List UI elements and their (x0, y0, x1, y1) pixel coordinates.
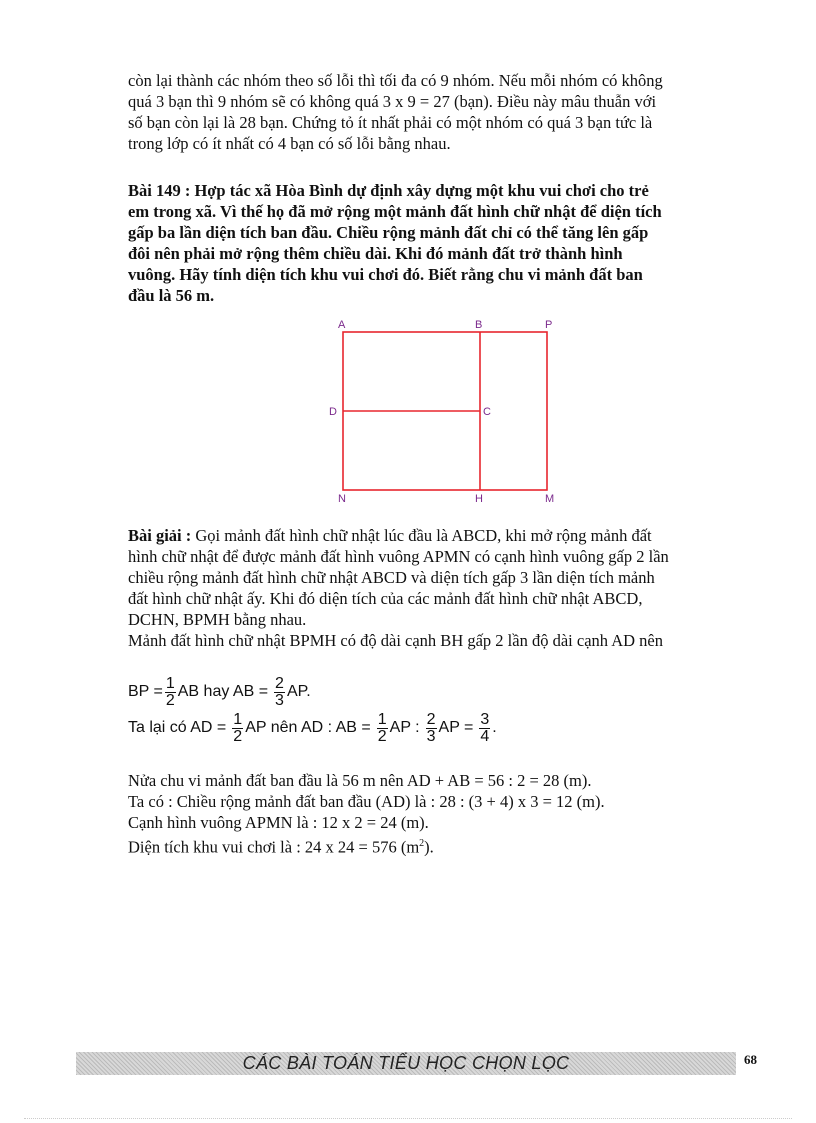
solution-paragraph (128, 525, 758, 651)
label-a: A (338, 319, 346, 331)
text-line: số bạn còn lại là 28 bạn. Chứng tỏ ít nhất phải có một nhóm có quá 3 bạn tức là (128, 113, 653, 132)
text-line: em trong xã. Vì thế họ đã mở rộng một mảnh đất hình chữ nhật để diện tích (128, 202, 662, 221)
area-line: Diện tích khu vui chơi là : 24 x 24 = 576 $(m^2)$. (128, 837, 434, 857)
footer-title: CÁC BÀI TOÁN TIỂU HỌC CHỌN LỌC (242, 1053, 570, 1073)
label-c: C (483, 406, 491, 418)
footer-banner (76, 1052, 736, 1075)
text-line: Mảnh đất hình chữ nhật BPMH có độ dài cạnh BH gấp 2 lần độ dài cạnh AD nên (128, 631, 664, 650)
problem-statement (128, 180, 758, 306)
label-m: M (545, 493, 555, 505)
text-line: gấp ba lần diện tích ban đầu. Chiều rộng mảnh đất chỉ có thể tăng lên gấp (128, 223, 649, 242)
page-number: 68 (744, 1052, 757, 1067)
text-line: Nửa chu vi mảnh đất ban đầu là 56 m nên AD + AB = 56 : 2 = 28 (m). (128, 771, 592, 790)
text-line: đôi nên phải mở rộng thêm chiều dài. Khi đó mảnh đất trở thành hình (128, 244, 623, 263)
text-line: DCHN, BPMH bằng nhau. (128, 610, 307, 629)
text-line: trong lớp có ít nhất có 4 bạn có số lỗi bằng nhau. (128, 134, 451, 153)
label-d: D (329, 406, 337, 418)
label-n: N (338, 493, 346, 505)
intro-paragraph (128, 70, 758, 154)
text-line: Bài 149 : Hợp tác xã Hòa Bình dự định xây dựng một khu vui chơi cho trẻ (128, 181, 649, 200)
text-line: Bài giải : Gọi mảnh đất hình chữ nhật lúc đầu là ABCD, khi mở rộng mảnh đất (128, 526, 652, 545)
solution-heading: Bài giải : (128, 526, 192, 545)
label-p: P (545, 319, 553, 331)
label-h: H (475, 493, 483, 505)
fraction: $\frac{3}{4}$ (480, 710, 490, 745)
text-line: còn lại thành các nhóm theo số lỗi thì tối đa có 9 nhóm. Nếu mỗi nhóm có không (128, 71, 663, 90)
geometry-figure (320, 312, 570, 507)
math-line-1: BP = $\frac{1}{2}$ AB hay AB = $\frac{2}{3}$ AP. (128, 674, 311, 709)
text-line: đầu là 56 m. (128, 286, 215, 305)
math-line-2: Ta lại có AD = $\frac{1}{2}$ AP nên AD : AB = $\frac{1}{2}$ AP : $\frac{2}{3}$ AP = $\frac{3}{4}$ . (128, 710, 497, 745)
fraction: $\frac{1}{2}$ (377, 710, 387, 745)
text-line: vuông. Hãy tính diện tích khu vui chơi đó. Biết rằng chu vi mảnh đất ban (128, 265, 643, 284)
text-line: đất hình chữ nhật ấy. Khi đó diện tích của các mảnh đất hình chữ nhật ABCD, (128, 589, 643, 608)
fraction: $\frac{1}{2}$ (165, 674, 175, 709)
fraction: $\frac{1}{2}$ (233, 710, 243, 745)
fraction: $\frac{2}{3}$ (426, 710, 436, 745)
text-line: hình chữ nhật để được mảnh đất hình vuông APMN có cạnh hình vuông gấp 2 lần (128, 547, 669, 566)
text-line: Cạnh hình vuông APMN là : 12 x 2 = 24 (m). (128, 813, 429, 832)
fraction: $\frac{2}{3}$ (275, 674, 284, 709)
bottom-divider (24, 1118, 792, 1119)
label-b: B (475, 319, 483, 331)
calculation-paragraph (128, 770, 758, 858)
text-line: Ta có : Chiều rộng mảnh đất ban đầu (AD) là : 28 : (3 + 4) x 3 = 12 (m). (128, 792, 605, 811)
text-line: chiều rộng mảnh đất hình chữ nhật ABCD và diện tích gấp 3 lần diện tích mảnh (128, 568, 655, 587)
text-line: quá 3 bạn thì 9 nhóm sẽ có không quá 3 x 9 = 27 (bạn). Điều này mâu thuẫn với (128, 92, 657, 111)
